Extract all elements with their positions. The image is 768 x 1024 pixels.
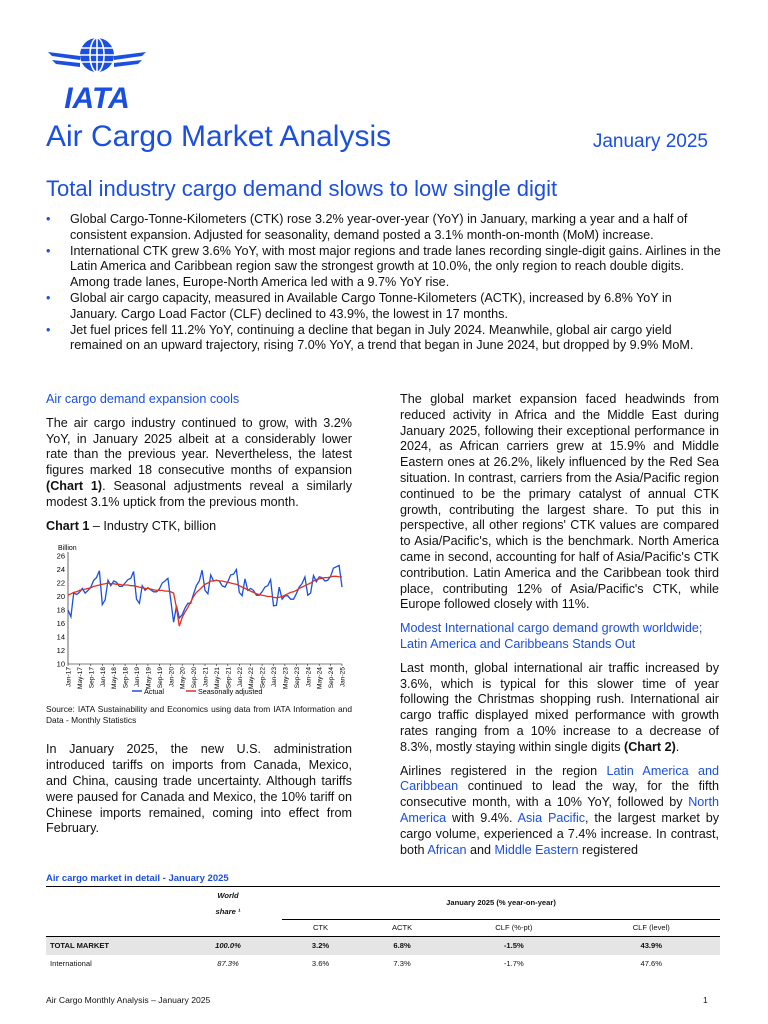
- column-header: CLF (%-pt): [445, 919, 582, 936]
- y-tick-label: 10: [56, 659, 65, 669]
- paragraph: [400, 764, 719, 859]
- x-tick-label: Sep-18: [122, 667, 130, 689]
- left-column: [46, 392, 352, 845]
- y-tick-label: 18: [56, 605, 65, 615]
- clf-pt-cell: -1.5%: [445, 936, 582, 955]
- paragraph-text: The air cargo industry continued to grow, with 3.2% YoY, in January 2025 albeit at a considerably lower rate than the previous year. Nevertheless, the latest figures marked 18 consecutive months of expansion: [46, 415, 352, 478]
- row-label: International: [50, 959, 92, 968]
- legend-actual-label: Actual: [144, 687, 164, 697]
- key-point: [46, 323, 722, 355]
- section-heading: Modest International cargo demand growth worldwide; Latin America and Caribbeans Stands Out: [400, 621, 703, 651]
- world-share-header: [174, 887, 282, 904]
- report-date: January 2025: [592, 131, 708, 152]
- x-tick-label: Jan-24: [305, 667, 313, 688]
- paragraph: The global market expansion faced headwinds from reduced activity in Africa and the Middle East during January 2025, following their exceptional performance in 2024, as African carriers grew at 15.9% and Middle Eastern ones at 26.2%, likely influenced by the Red Sea situation. In contrast, carriers from the Asia/Pacific region continued to be the primary catalyst of annual CTK growth, contributing the largest share. To put this in perspective, all other regions' CTK values are compared to Asia/Pacific's, which is the benchmark. North America came in second, accounting for half of Asia/Pacific's CTK contribution. Latin America and the Caribbean took third place, contributing 12% of Asia/Pacific's CTK, while Europe followed closely with 11%.: [400, 392, 719, 612]
- market-detail-table: [46, 886, 720, 973]
- x-tick-label: Sep-19: [156, 667, 164, 689]
- chart-source: Source: IATA Sustainability and Economics using data from IATA Information and Data - Monthly Statistics: [46, 704, 352, 726]
- chart-reference: (Chart 1): [46, 478, 103, 493]
- key-point-text: Global Cargo-Tonne-Kilometers (CTK) rose 3.2% year-over-year (YoY) in January, marking a year and a half of consistent expansion. Adjusted for seasonality, demand posted a 3.1% month-on-month (MoM) increase.: [70, 212, 688, 242]
- x-tick-label: May-24: [316, 667, 324, 690]
- y-tick-label: 14: [56, 632, 65, 642]
- legend-seasonally-adjusted-label: Seasonally adjusted: [198, 687, 263, 697]
- footer-text: Air Cargo Monthly Analysis – January 2025: [46, 995, 211, 1005]
- y-tick-label: 24: [56, 565, 65, 575]
- table-header-row: [46, 887, 720, 904]
- x-tick-label: Jan-17: [65, 667, 73, 688]
- x-tick-label: Jan-18: [99, 667, 107, 688]
- iata-logo: [46, 36, 148, 110]
- column-header: CLF (level): [583, 919, 720, 936]
- row-label: TOTAL MARKET: [46, 936, 174, 955]
- actk-cell: 6.8%: [359, 936, 445, 955]
- chart-caption-label: Chart 1: [46, 518, 90, 533]
- bullet-icon: •: [46, 290, 51, 305]
- link-asia-pacific[interactable]: Asia Pacific: [517, 810, 586, 825]
- iata-globe-icon: [46, 36, 148, 110]
- group-header: January 2025 (% year-on-year): [282, 887, 720, 920]
- paragraph-text: and: [466, 842, 495, 857]
- table-header-cell: [46, 887, 174, 904]
- world-share-header: [174, 903, 282, 919]
- link-latin-america[interactable]: Latin America and Caribbean: [400, 763, 720, 794]
- world-share-cell: 87.3%: [217, 959, 239, 968]
- x-tick-label: Sep-22: [259, 667, 267, 689]
- paragraph-text: Last month, global international air traffic increased by 3.6%, which is typical for this slower time of year following the Christmas shopping rush. International air cargo traffic displayed mixed performance with growth rates ranging from a 10% increase to a decrease of 8.3%, mostly staying within single digits: [400, 660, 719, 754]
- x-tick-label: May-21: [213, 667, 221, 690]
- paragraph-text: with 9.4%.: [446, 810, 518, 825]
- table-row: [46, 936, 720, 955]
- key-point: [46, 212, 722, 244]
- x-tick-label: Jan-22: [236, 667, 244, 688]
- logo-wordmark: IATA: [64, 82, 130, 110]
- table-title: Air cargo market in detail - January 2025: [46, 873, 229, 884]
- key-point: [46, 291, 722, 323]
- x-tick-label: May-17: [76, 667, 84, 690]
- chart-reference: (Chart 2): [624, 739, 676, 754]
- x-tick-label: Jan-25: [339, 667, 347, 688]
- y-axis-label: Billion: [58, 545, 77, 553]
- page-title: Air Cargo Market Analysis: [46, 120, 392, 153]
- key-point-text: International CTK grew 3.6% YoY, with most major regions and trade lanes recording single-digit gains. Airlines in the Latin America and Caribbean region saw the strongest growth at 10.0%, the only region to reach double digits. Among trade lanes, Europe-North America led with a 9.7% YoY rise.: [70, 243, 721, 290]
- x-tick-label: Sep-21: [225, 667, 233, 689]
- actk-cell: 7.3%: [393, 959, 411, 968]
- y-tick-label: 26: [56, 551, 65, 561]
- table-header-cell: [46, 903, 174, 919]
- series-line-seasonally-adjusted: [68, 577, 342, 627]
- x-tick-label: May-23: [282, 667, 290, 690]
- x-tick-label: Jan-23: [271, 667, 278, 688]
- x-tick-label: May-22: [248, 667, 256, 690]
- clf-pt-cell: -1.7%: [503, 959, 524, 968]
- x-tick-label: Sep-23: [293, 667, 301, 689]
- column-header: ACTK: [359, 919, 445, 936]
- bullet-icon: •: [46, 212, 51, 226]
- y-tick-label: 22: [56, 578, 65, 588]
- table-header-cell: [46, 919, 174, 936]
- world-share-label: share ¹: [215, 906, 241, 916]
- paragraph: [46, 416, 352, 511]
- x-tick-label: Sep-17: [88, 667, 96, 689]
- ctk-chart: [46, 540, 352, 698]
- table-header-cell: [174, 919, 282, 936]
- paragraph-text: registered: [578, 842, 639, 857]
- right-column: [400, 392, 719, 866]
- link-middle-eastern[interactable]: Middle Eastern: [494, 842, 579, 857]
- key-point-text: Global air cargo capacity, measured in Available Cargo Tonne-Kilometers (ACTK), increased by 6.8% YoY in January. Cargo Load Factor (CLF) declined to 43.9%, the lowest in 17 months.: [70, 290, 672, 321]
- x-tick-label: May-19: [145, 667, 153, 690]
- table-row: [46, 955, 720, 973]
- key-point: [46, 244, 722, 291]
- bullet-icon: •: [46, 322, 51, 337]
- y-tick-label: 20: [56, 592, 65, 602]
- y-tick-label: 16: [56, 619, 65, 629]
- paragraph: In January 2025, the new U.S. administration introduced tariffs on imports from Canada, Mexico, and China, causing trade uncertainty. Although tariffs were paused for Canada and Mexico, the 10% tariff on Chinese imports remained, coming into effect from February.: [46, 742, 352, 836]
- world-share-cell: 100.0%: [174, 936, 282, 955]
- clf-level-cell: 47.6%: [640, 959, 663, 968]
- x-tick-label: May-20: [179, 667, 187, 690]
- x-tick-label: Sep-24: [328, 667, 336, 689]
- x-tick-label: May-18: [111, 667, 119, 690]
- link-african[interactable]: African: [427, 842, 467, 857]
- clf-level-cell: 43.9%: [583, 936, 720, 955]
- ctk-cell: 3.2%: [282, 936, 359, 955]
- ctk-line-chart: [46, 540, 352, 698]
- page-number: 1: [703, 995, 708, 1005]
- chart-caption: [46, 519, 352, 535]
- x-tick-label: Jan-21: [202, 667, 210, 688]
- paragraph-text: Airlines registered in the region: [400, 763, 607, 778]
- x-tick-label: Jan-20: [168, 667, 176, 688]
- section-heading: Air cargo demand expansion cools: [46, 392, 240, 406]
- bullet-icon: •: [46, 243, 51, 258]
- key-points-list: [46, 212, 722, 354]
- paragraph-text: . Seasonal adjustments reveal a similarly modest 3.1% uptick from the previous month.: [46, 478, 352, 509]
- key-point-text: Jet fuel prices fell 11.2% YoY, continuing a decline that began in July 2024. Meanwhile, global air cargo yield remained on an upward trajectory, rising 7.0% YoY, a trend that began in June 2024, but dropped by 9.9% MoM.: [70, 322, 694, 353]
- paragraph-text: continued to lead the way, for the fifth consecutive month, with a 10% YoY, followed by: [400, 779, 719, 810]
- paragraph-text: .: [675, 739, 680, 754]
- ctk-cell: 3.6%: [311, 959, 330, 968]
- page-subtitle: Total industry cargo demand slows to low single digit: [46, 176, 558, 201]
- link-north-america[interactable]: North America: [400, 795, 719, 825]
- world-share-label: World: [217, 890, 239, 900]
- paragraph-text: , the largest market by cargo volume, experienced a 7.4% increase. In contrast, both: [400, 810, 719, 857]
- chart-caption-text: – Industry CTK, billion: [89, 518, 217, 533]
- x-tick-label: Jan-19: [134, 667, 141, 688]
- series-line-actual: [68, 566, 342, 623]
- column-header-row: [46, 919, 720, 936]
- paragraph: [400, 661, 719, 756]
- column-header: CTK: [282, 919, 359, 936]
- x-tick-label: Sep-20: [191, 667, 199, 689]
- y-tick-label: 12: [56, 646, 65, 656]
